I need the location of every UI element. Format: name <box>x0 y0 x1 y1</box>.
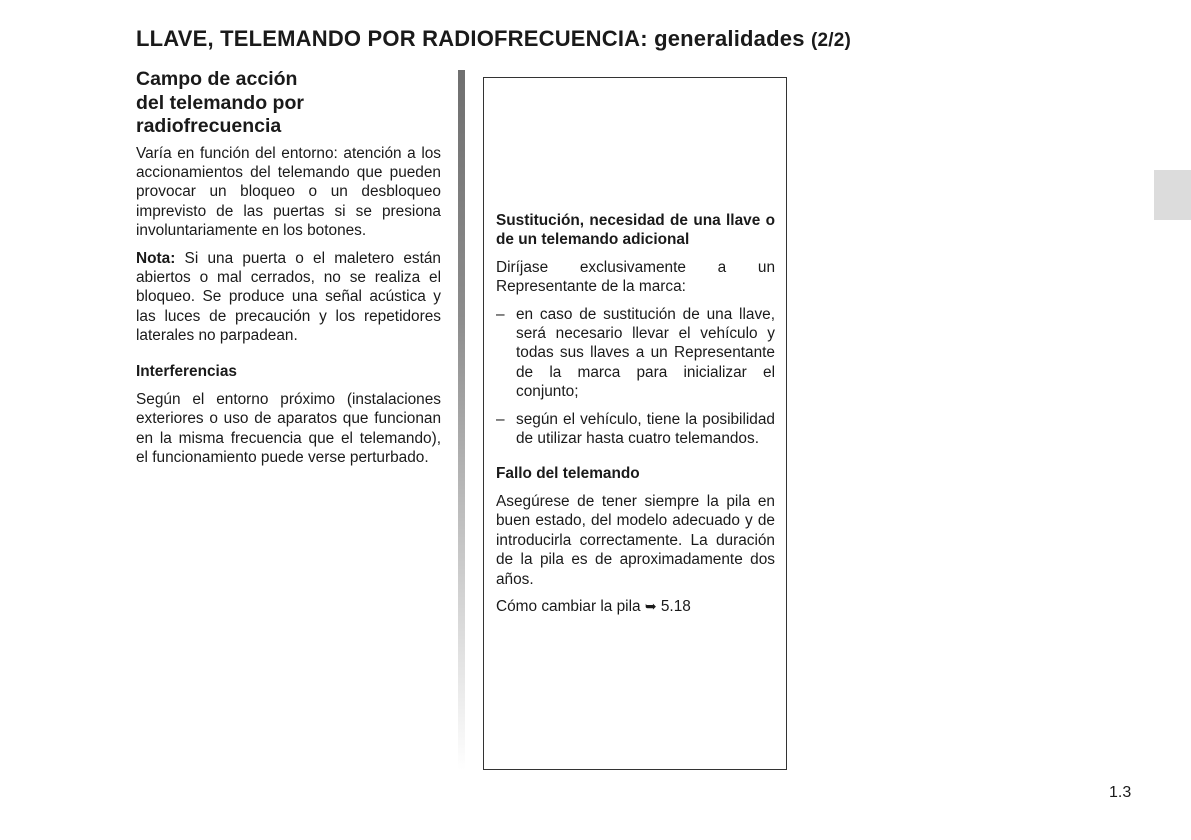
arrow-icon: ➥ <box>644 597 657 614</box>
list-item: – según el vehículo, tiene la posibilidad de utilizar hasta cuatro telemandos. <box>496 410 775 449</box>
note-text: Si una puerta o el maletero están abiertos o mal cerrados, no se realiza el bloqueo. Se produce una señal acústica y las luces de precaución y los repetidores laterales no parpadean. <box>136 249 441 345</box>
note-paragraph <box>136 249 441 346</box>
page-part: (2/2) <box>810 30 852 51</box>
column-divider-bar <box>458 70 465 770</box>
replacement-intro: Diríjase exclusivamente a un Representante de la marca: <box>496 258 775 296</box>
page-title <box>136 26 851 52</box>
info-box-content <box>496 211 775 624</box>
chapter-tab <box>1154 170 1191 220</box>
section-title <box>136 68 441 139</box>
section-title-line-1: Campo de acción <box>136 68 298 90</box>
info-box <box>483 77 787 770</box>
battery-text: Cómo cambiar la pila <box>496 597 641 615</box>
failure-title: Fallo del telemando <box>496 465 640 483</box>
replacement-title: Sustitución, necesidad de una llave o de un telemando adicional <box>496 212 775 249</box>
intro-paragraph: Varía en función del entorno: atención a los accionamientos del telemando que pueden provocar un bloqueo o un desbloqueo imprevisto de las puertas si se presiona involuntariamente en los botones. <box>136 144 441 240</box>
list-item: – en caso de sustitución de una llave, será necesario llevar el vehículo y todas sus llaves a un Representante de la marca para inicializar el conjunto; <box>496 305 775 402</box>
interference-paragraph: Según el entorno próximo (instalaciones exteriores o uso de aparatos que funcionan en la misma frecuencia que el telemando), el funcionamiento puede verse perturbado. <box>136 390 441 467</box>
interference-title: Interferencias <box>136 362 237 380</box>
replacement-list <box>496 305 775 449</box>
page-title-text: LLAVE, TELEMANDO POR RADIOFRECUENCIA: generalidades <box>136 26 805 51</box>
section-title-line-2: del telemando por <box>136 91 304 114</box>
failure-paragraph: Asegúrese de tener siempre la pila en buen estado, del modelo adecuado y de introducirla correctamente. La duración de la pila es de aproximadamente dos años. <box>496 492 775 588</box>
battery-reference <box>496 597 775 616</box>
note-label: Nota: <box>136 249 176 267</box>
left-column <box>136 68 441 476</box>
battery-page-link[interactable]: 5.18 <box>660 597 691 615</box>
section-title-line-3: radiofrecuencia <box>136 115 282 137</box>
page-number: 1.3 <box>1109 784 1132 801</box>
